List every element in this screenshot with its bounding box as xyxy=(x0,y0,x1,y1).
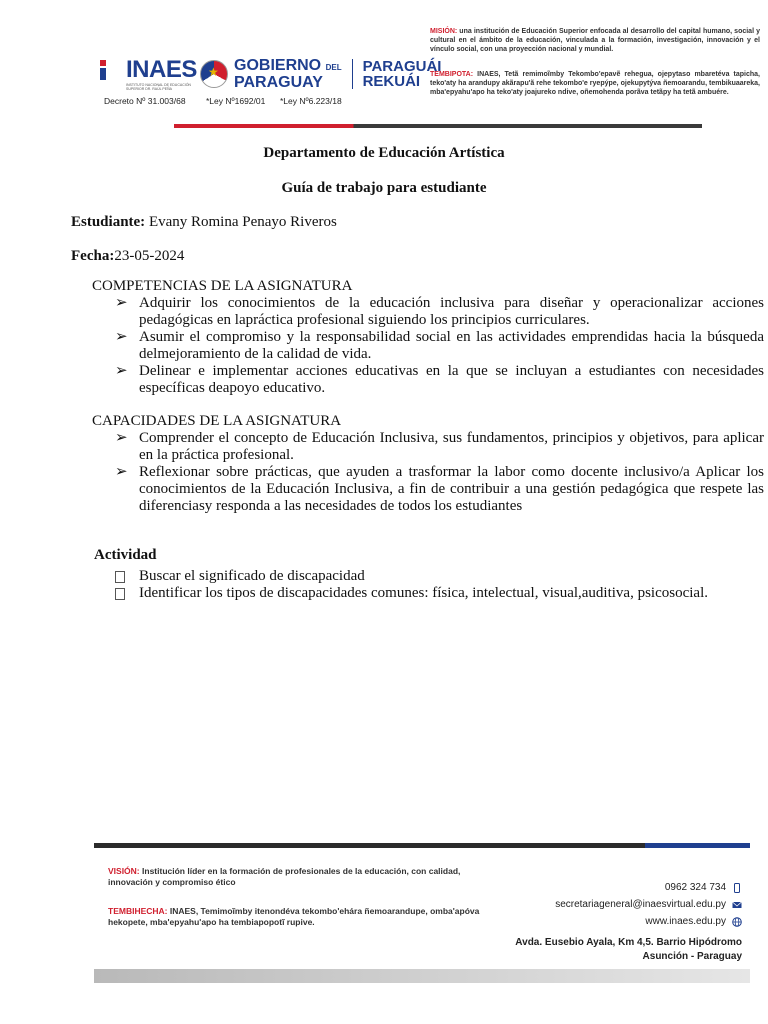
inaes-logo-subtext: INSTITUTO NACIONAL DE EDUCACIÓN SUPERIOR DR. RAÚL PEÑA xyxy=(126,83,191,91)
tembipota-label: TEMBIPOTA: xyxy=(430,71,474,78)
contact-web[interactable] xyxy=(645,916,742,927)
date-line xyxy=(71,248,184,265)
contact-phone xyxy=(665,882,742,893)
tembihecha-text xyxy=(108,906,488,928)
gob-line2: PARAGUAY xyxy=(234,74,323,91)
competencias-list xyxy=(92,295,764,397)
ley-6223: *Ley Nº6.223/18 xyxy=(280,96,342,106)
decree-number: Decreto Nº 31.003/68 xyxy=(104,96,186,106)
capacidades-heading: CAPACIDADES DE LA ASIGNATURA xyxy=(92,413,342,429)
list-item: ➢ Delinear e implementar acciones educativas en la que se incluyan a estudiantes con necesidades específicas deapoyo educativo. xyxy=(115,363,764,396)
tembipota-body: INAES, Tetã remimoĩmby Tekombo'epavẽ rehegua, ojepytaso mbaretéva tapicha, teko'aty ha arandupy akãrapu'ã rehe tekombo'e ryepýpe, ojekupytýva ñemoarandu, tembikuaareka, mba'epyahu'apo ha teko'aty joajureko ndive, oñemohenda porãva tetãpy ha tetã ambuére. xyxy=(430,71,760,96)
address-line2: Asunción - Paraguay xyxy=(642,951,742,962)
mission-body: una institución de Educación Superior enfocada al desarrollo del capital humano, social y cultural en el ámbito de la educación, vinculada a la formación, investigación, innovación y el vínculo social, con una proyección nacional y mundial. xyxy=(430,28,760,53)
list-item: Buscar el significado de discapacidad xyxy=(92,568,764,585)
contact-email[interactable] xyxy=(555,899,742,910)
actividad-list xyxy=(92,568,764,602)
vision-text xyxy=(108,866,468,888)
decree-line xyxy=(104,96,342,106)
inaes-mark-icon xyxy=(100,58,122,80)
web-link[interactable]: www.inaes.edu.py xyxy=(645,916,726,927)
national-seal-icon xyxy=(200,60,228,88)
arrow-bullet-icon: ➢ xyxy=(115,295,128,311)
logo-divider xyxy=(352,59,353,89)
tembipota-text xyxy=(430,71,760,97)
capacidades-list xyxy=(92,430,764,515)
address-line1: Avda. Eusebio Ayala, Km 4,5. Barrio Hipódromo xyxy=(515,937,742,948)
vision-label: VISIÓN: xyxy=(108,866,140,876)
address-block xyxy=(515,936,742,964)
list-item: ➢ Adquirir los conocimientos de la educación inclusiva para diseñar y operacionalizar acciones pedagógicas en lapráctica profesional siguiendo los principios curriculares. xyxy=(115,295,764,328)
email-link[interactable]: secretariageneral@inaesvirtual.edu.py xyxy=(555,899,726,910)
ley-1692: *Ley Nº1692/01 xyxy=(206,96,266,106)
student-line xyxy=(71,214,337,231)
actividad-heading: Actividad xyxy=(94,547,157,563)
paraguai-line1: PARAGUÁI xyxy=(362,58,442,75)
gobierno-logo xyxy=(200,58,441,90)
arrow-bullet-icon: ➢ xyxy=(115,464,128,480)
mission-text xyxy=(430,28,760,54)
mail-icon xyxy=(732,900,742,910)
inaes-logo xyxy=(100,58,206,91)
guide-title: Guía de trabajo para estudiante xyxy=(281,180,487,196)
arrow-bullet-icon: ➢ xyxy=(115,430,128,446)
department-title: Departamento de Educación Artística xyxy=(263,145,505,161)
phone-icon xyxy=(732,883,742,893)
gob-line1: GOBIERNO xyxy=(234,57,322,74)
phone-number: 0962 324 734 xyxy=(664,882,726,893)
header-divider-bar xyxy=(174,124,702,128)
list-item: Identificar los tipos de discapacidades comunes: física, intelectual, visual,auditiva, psicosocial. xyxy=(92,585,764,602)
list-item: ➢ Reflexionar sobre prácticas, que ayuden a trasformar la labor como docente inclusivo/a Aplicar los conocimientos de la Educación Inclusiva, a fin de contribuir a una gestión pedagógica que respete las diferenciasy responda a las necesidades de todos los estudiantes xyxy=(115,464,764,514)
student-label: Estudiante: xyxy=(71,214,146,230)
arrow-bullet-icon: ➢ xyxy=(115,363,128,379)
footer-divider-bar xyxy=(94,843,750,848)
paraguai-line2: REKUÁI xyxy=(362,73,421,90)
mission-label: MISIÓN: xyxy=(430,28,458,35)
list-item: ➢ Comprender el concepto de Educación Inclusiva, sus fundamentos, principios y objetivos, para aplicar en la práctica profesional. xyxy=(115,430,764,463)
inaes-logo-text: INAES xyxy=(126,56,197,83)
checkbox-bullet-icon xyxy=(115,585,125,605)
gob-del: DEL xyxy=(325,63,342,72)
arrow-bullet-icon: ➢ xyxy=(115,329,128,345)
footer-bottom-bar xyxy=(94,969,750,983)
tembihecha-label: TEMBIHECHA: xyxy=(108,906,168,916)
student-name: Evany Romina Penayo Riveros xyxy=(145,214,337,230)
list-item: ➢ Asumir el compromiso y la responsabilidad social en las actividades emprendidas hacia la búsqueda delmejoramiento de la calidad de vida. xyxy=(115,329,764,362)
tembihecha-body: INAES, Temimoĩmby itenondéva tekombo'ehára ñemoarandupe, omba'apóva hekopete, mba'epyahu'apo ha tembiapopotĩ rupive. xyxy=(108,906,480,927)
competencias-heading: COMPETENCIAS DE LA ASIGNATURA xyxy=(92,278,353,294)
date-value: 23-05-2024 xyxy=(114,248,185,264)
globe-icon xyxy=(732,917,742,927)
date-label: Fecha: xyxy=(71,248,115,264)
vision-body: Institución líder en la formación de profesionales de la educación, con calidad, innovación y compromiso ético xyxy=(108,866,461,887)
